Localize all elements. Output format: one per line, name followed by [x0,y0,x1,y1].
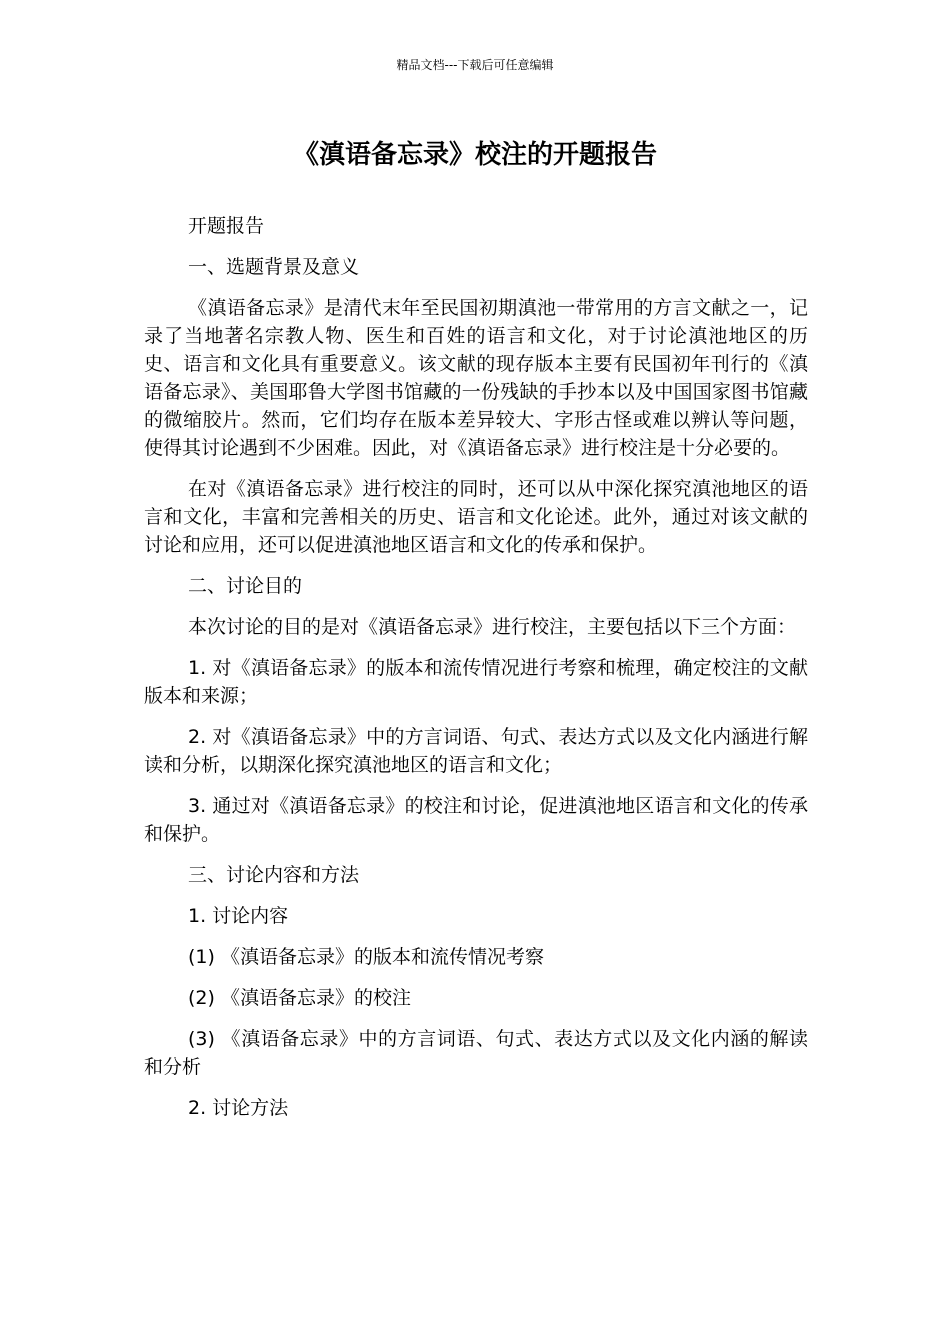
paragraph-purpose-intro: 本次讨论的目的是对《滇语备忘录》进行校注，主要包括以下三个方面： [188,616,797,638]
paragraph-background: 《滇语备忘录》是清代末年至民国初期滇池一带常用的方言文献之一，记录了当地著名宗教人物、医生和百姓的语言和文化，对于讨论滇池地区的历史、语言和文化具有重要意义。该文献的现存版本主要有民国初年刊行的《滇语备忘录》、美国耶鲁大学图书馆藏的一份残缺的手抄本以及中国国家图书馆藏的微缩胶片。然而，它们均存在版本差异较大、字形古怪或难以辨认等问题，使得其讨论遇到不少困难。因此，对《滇语备忘录》进行校注是十分必要的。 [144,297,808,459]
list-item-content-2: (2) 《滇语备忘录》的校注 [188,987,411,1009]
document-title: 《滇语备忘录》校注的开题报告 [292,140,657,170]
paragraph-significance: 在对《滇语备忘录》进行校注的同时，还可以从中深化探究滇池地区的语言和文化，丰富和完善相关的历史、语言和文化论述。此外，通过对该文献的讨论和应用，还可以促进滇池地区语言和文化的传承和保护。 [144,478,808,556]
list-item-purpose-1: 1. 对《滇语备忘录》的版本和流传情况进行考察和梳理，确定校注的文献版本和来源； [144,657,808,707]
list-item-content-1: (1) 《滇语备忘录》的版本和流传情况考察 [188,946,544,968]
subheading-content: 1. 讨论内容 [188,905,289,927]
label-proposal: 开题报告 [188,215,265,237]
section-heading-content-method: 三、讨论内容和方法 [188,864,360,886]
page-header-note: 精品文档---下载后可任意编辑 [396,58,554,72]
subheading-method: 2. 讨论方法 [188,1097,289,1119]
list-item-content-3: (3) 《滇语备忘录》中的方言词语、句式、表达方式以及文化内涵的解读和分析 [144,1028,808,1078]
section-heading-purpose: 二、讨论目的 [188,575,303,597]
section-heading-background: 一、选题背景及意义 [188,256,360,278]
document-body [144,212,808,1135]
list-item-purpose-3: 3. 通过对《滇语备忘录》的校注和讨论，促进滇池地区语言和文化的传承和保护。 [144,795,808,845]
list-item-purpose-2: 2. 对《滇语备忘录》中的方言词语、句式、表达方式以及文化内涵进行解读和分析，以期深化探究滇池地区的语言和文化； [144,726,808,776]
